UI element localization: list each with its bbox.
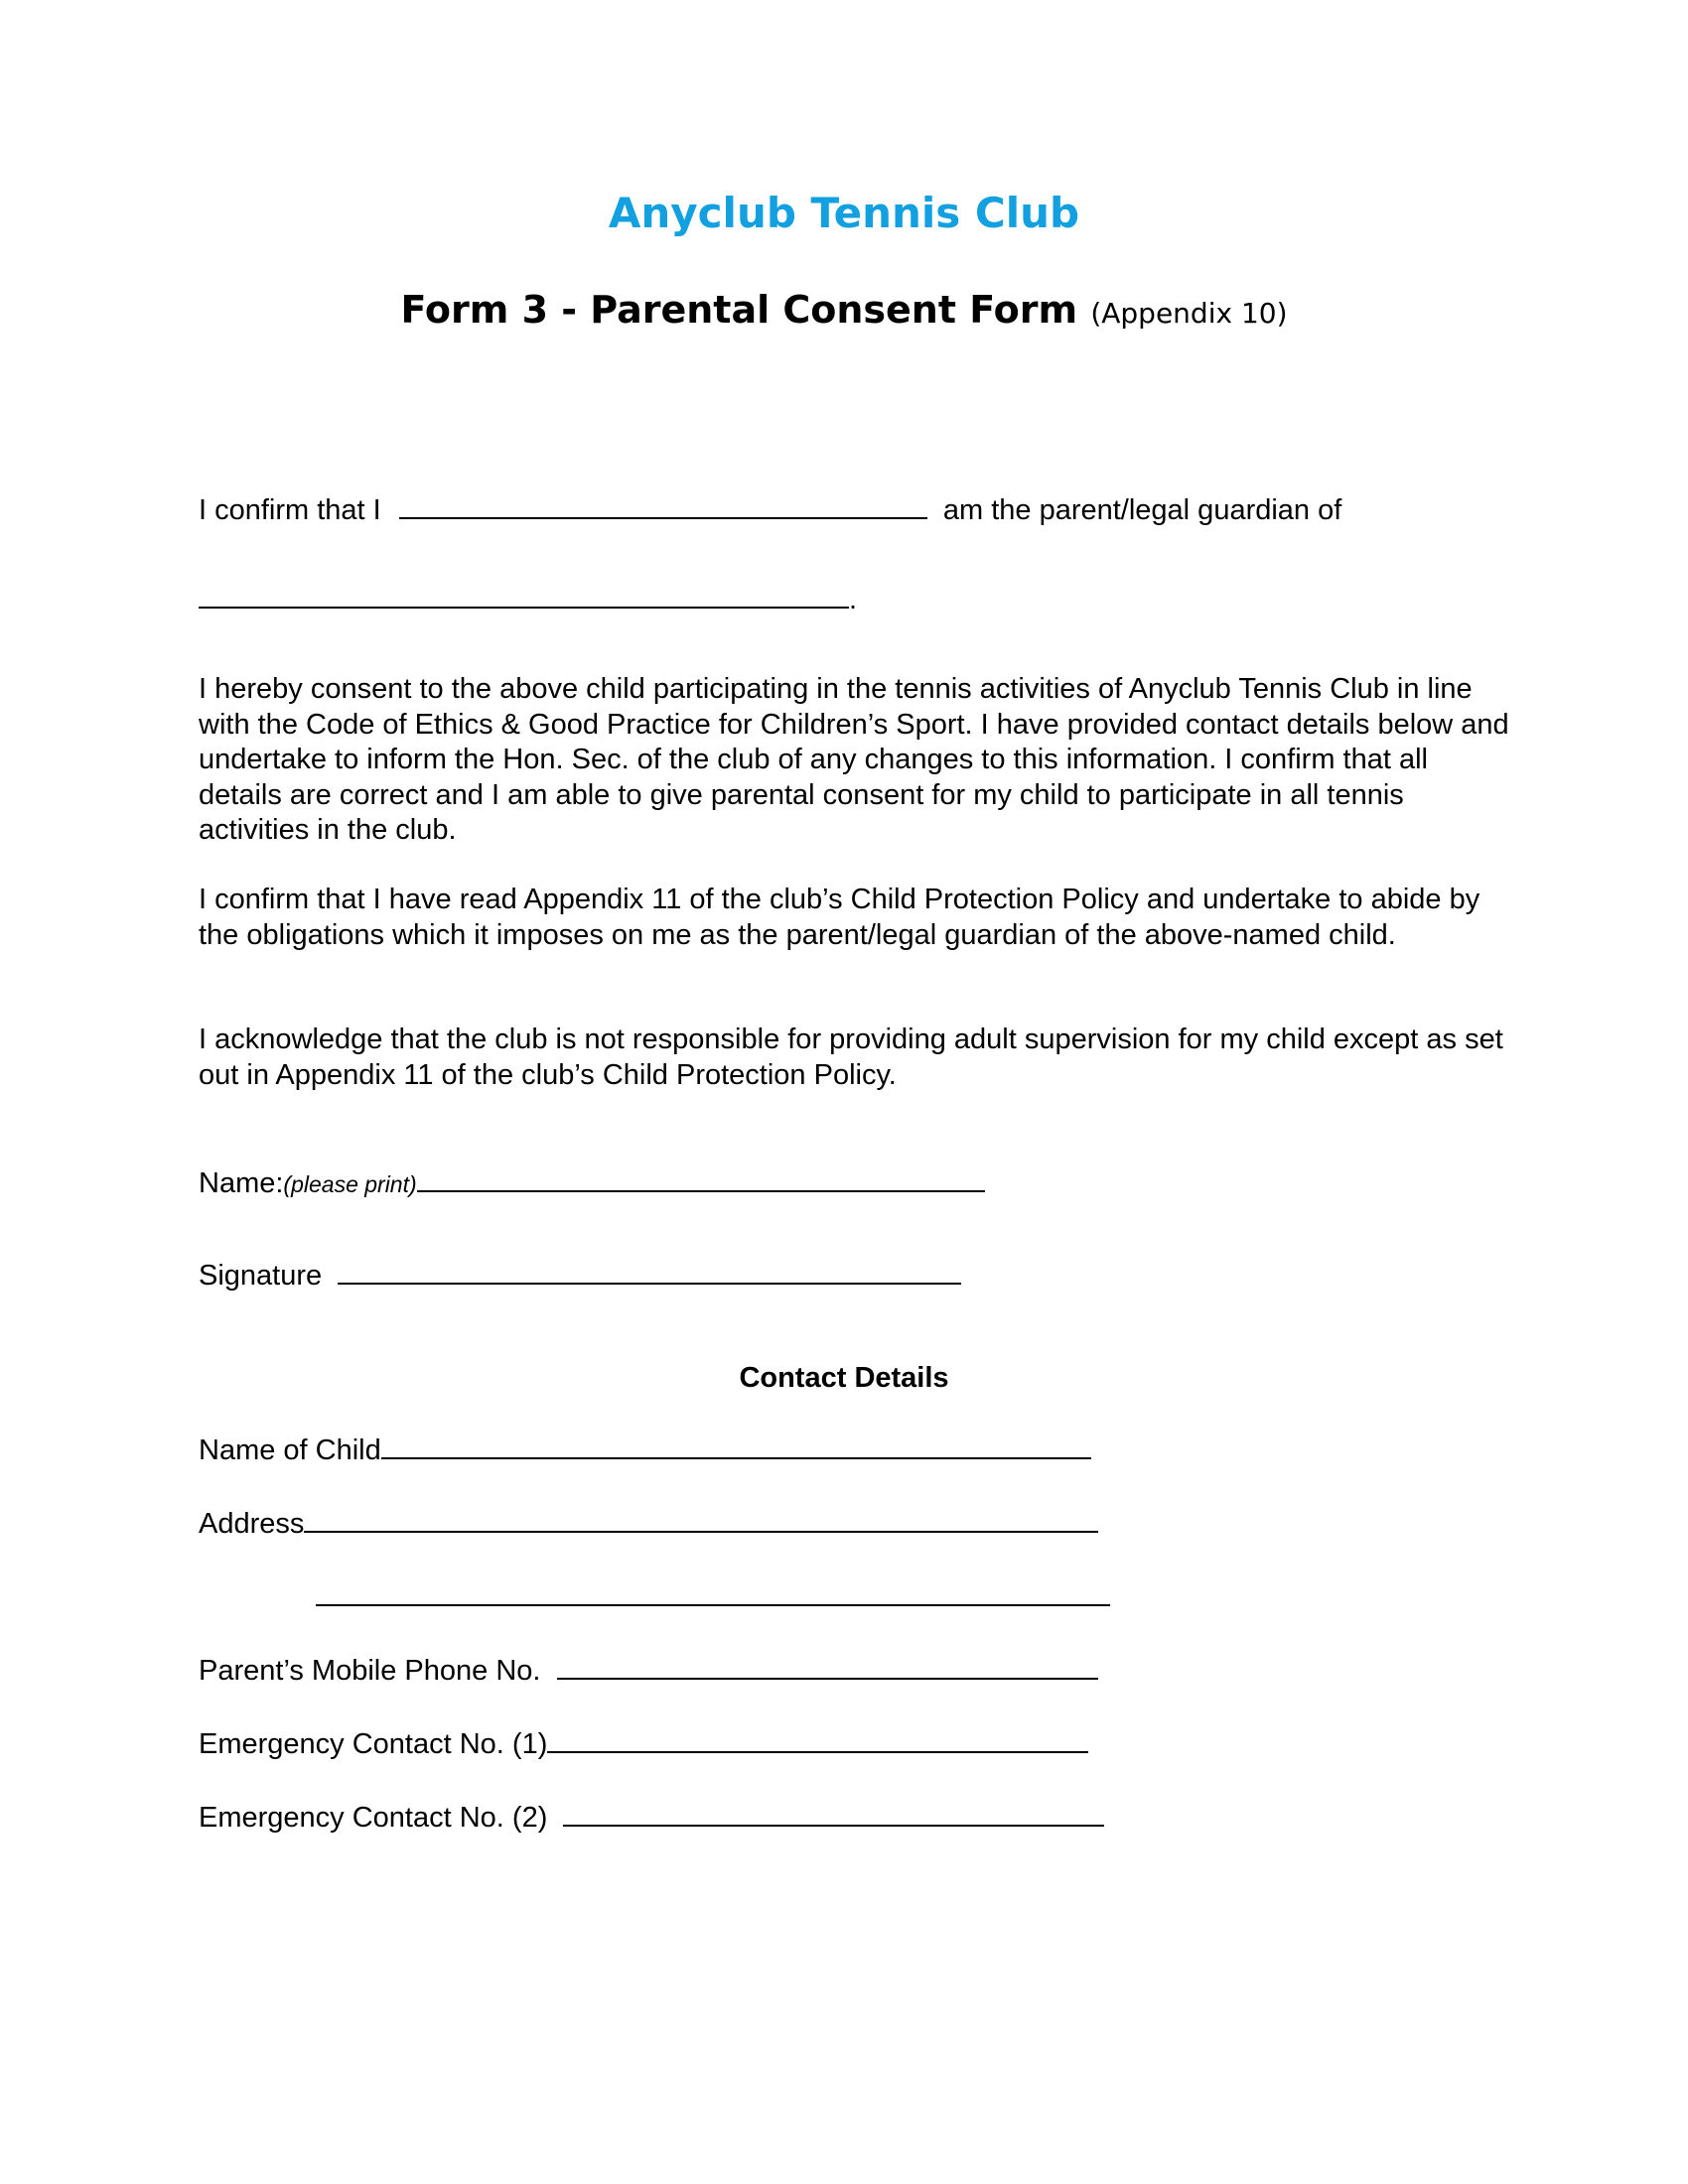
consent-paragraph: I hereby consent to the above child participating in the tennis activities of Anyclub Tennis Club in line with the Code of Ethics & Good Practice for Children’s Sport. I have provided contact details below and undertake to inform the Hon. Sec. of the club of any changes to this information. I confirm that all details are correct and I am able to give parental consent for my child to participate in all tennis activities in the club. [199, 673, 1509, 846]
child-label: Name of Child [199, 1434, 381, 1466]
child-name-line [199, 581, 857, 617]
child-blank[interactable] [381, 1432, 1091, 1459]
emergency-2-blank[interactable] [563, 1799, 1104, 1827]
name-label: Name: [199, 1167, 284, 1199]
supervision-paragraph: I acknowledge that the club is not responsible for providing adult supervision for my child except as set out in Appendix 11 of the club’s Child Protection Policy. [199, 1024, 1503, 1091]
policy-paragraph: I confirm that I have read Appendix 11 of the club’s Child Protection Policy and undertake to abide by the obligations which it imposes on me as the parent/legal guardian of the above-named child. [199, 884, 1480, 951]
name-line [199, 1164, 985, 1202]
emergency-2-row [199, 1799, 1104, 1836]
emergency-1-row [199, 1725, 1088, 1762]
confirm-line [199, 491, 1341, 528]
emergency-1-blank[interactable] [547, 1725, 1088, 1753]
appendix-reference: (Appendix 10) [1090, 297, 1288, 330]
emergency-1-label: Emergency Contact No. (1) [199, 1728, 548, 1760]
confirm-prefix: I confirm that I [199, 494, 381, 526]
print-name-blank[interactable] [417, 1164, 985, 1192]
child-line-end: . [849, 584, 858, 615]
mobile-label: Parent’s Mobile Phone No. [199, 1655, 541, 1687]
club-name: Anyclub Tennis Club [608, 189, 1080, 237]
contact-details-heading: Contact Details [739, 1362, 949, 1394]
form-title-text: Form 3 - Parental Consent Form [400, 288, 1078, 332]
address-blank-2[interactable] [316, 1578, 1110, 1606]
signature-blank[interactable] [338, 1257, 961, 1285]
signature-label: Signature [199, 1260, 323, 1292]
child-name-row [199, 1432, 1091, 1468]
name-hint: (please print) [283, 1171, 417, 1197]
address-label: Address [199, 1508, 305, 1540]
address-blank-1[interactable] [304, 1505, 1098, 1533]
child-name-blank[interactable] [199, 581, 849, 609]
confirm-suffix: am the parent/legal guardian of [942, 494, 1342, 526]
emergency-2-label: Emergency Contact No. (2) [199, 1802, 548, 1834]
signature-line [199, 1257, 961, 1294]
address-row [199, 1505, 1098, 1542]
mobile-blank[interactable] [557, 1652, 1098, 1680]
form-title [0, 288, 1688, 332]
mobile-row [199, 1652, 1098, 1689]
parent-name-blank[interactable] [399, 491, 927, 519]
address-row-2 [316, 1578, 1110, 1615]
